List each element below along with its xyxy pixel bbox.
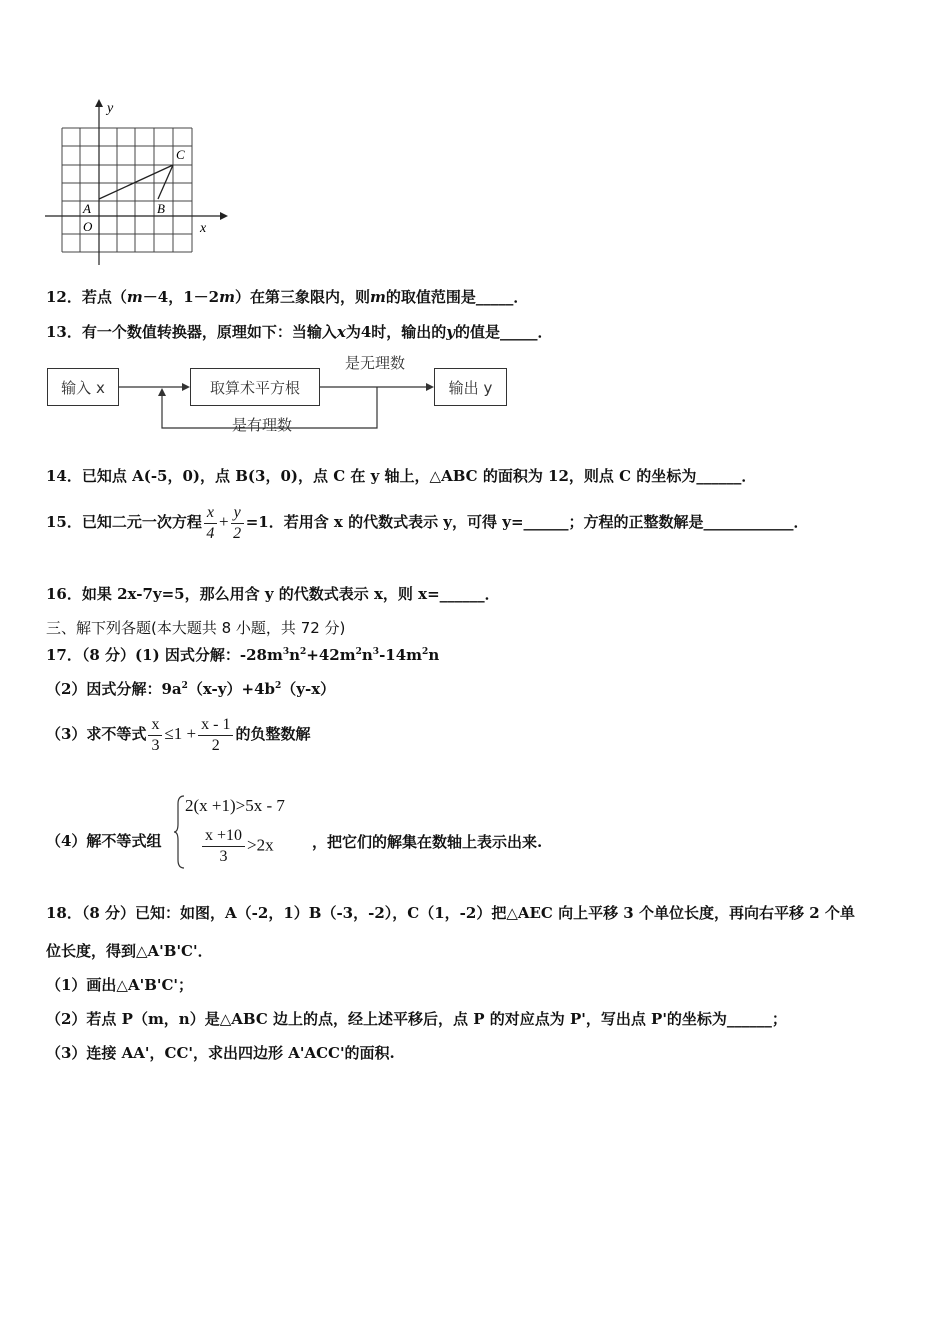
question-18-line-1: 18．（8 分）已知：如图，A（-2，1）B（-3，-2），C（1，-2）把△AEC 向上平移 3 个单位长度，再向右平移 2 个单 (46, 904, 855, 922)
q15-frac1-den: 4 (206, 524, 215, 542)
q17-1-sup-c: 2 (300, 647, 307, 657)
question-17-part-3 (46, 712, 310, 756)
flow-output-box: 输出 y (434, 368, 507, 406)
system-inequality-1: 2(x +1)>5x - 7 (185, 796, 285, 815)
question-14: 14．已知点 A(-5，0)，点 B(3，0)，点 C 在 y 轴上，△ABC 的面积为 12，则点 C 的坐标为______． (46, 467, 757, 485)
q17-4-post: ，把它们的解集在数轴上表示出来. (312, 833, 543, 851)
q17-3-le: ≤1 + (164, 724, 197, 743)
q17-4-fraction (202, 826, 245, 867)
question-12 (46, 287, 528, 307)
q17-3-pre: （3）求不等式 (46, 725, 147, 743)
q15-frac2-den: 2 (233, 524, 242, 542)
q13-text-mid: 为4时，输出的 (345, 323, 447, 341)
q17-3-frac2-den: 2 (211, 736, 220, 754)
q17-2-sup2: 2 (275, 681, 282, 691)
q12-var-m1: m (126, 288, 143, 306)
question-18-part-2: （2）若点 P（m，n）是△ABC 边上的点，经上述平移后，点 P 的对应点为 P'，写出点 P'的坐标为______； (46, 1010, 787, 1028)
point-a-label: A (83, 201, 91, 216)
q17-3-fraction-xm1-over-2 (198, 715, 233, 756)
y-axis-label: y (107, 101, 114, 116)
q12-var-m3: m (369, 288, 386, 306)
question-16: 16．如果 2x-7y=5，那么用含 y 的代数式表示 x，则 x=______． (46, 585, 500, 603)
system-brace (172, 794, 186, 870)
point-b-label: B (157, 201, 165, 216)
q12-var-m2: m (219, 288, 235, 306)
q17-1-b: n (289, 646, 301, 664)
q17-1-j: n (428, 646, 440, 664)
q17-2-post: （y-x） (281, 680, 336, 698)
q17-1-sup-g: 3 (372, 647, 380, 657)
q17-1-sup-a: 3 (282, 647, 290, 657)
question-15 (46, 500, 809, 544)
q17-3-frac1-den: 3 (151, 736, 160, 754)
q17-4-gt: >2x (247, 835, 274, 855)
q17-1-pre: 17．（8 分）(1) 因式分解：-28m (46, 646, 283, 664)
q17-4-frac-den: 3 (219, 848, 228, 865)
origin-label: O (83, 219, 93, 234)
question-18-line-2: 位长度，得到△A'B'C'． (46, 942, 213, 960)
q17-1-f: n (361, 646, 373, 664)
q15-text-pre: 15．已知二元一次方程 (46, 513, 202, 531)
flow-input-box: 输入 x (47, 368, 119, 406)
q13-text-pre: 有一个数值转换器，原理如下：当输入 (81, 323, 337, 341)
point-c-label: C (176, 147, 185, 162)
q17-2-mid: （x-y）+4b (187, 680, 275, 698)
q13-text-post: 的值是_____． (455, 323, 553, 341)
q17-4-frac-num: x +10 (202, 826, 245, 847)
question-13 (46, 322, 553, 342)
q12-text-pre: 若点（ (81, 288, 127, 306)
q17-1-sup-e: 2 (355, 647, 362, 657)
q12-text-mid1: －4，1－2 (142, 288, 220, 306)
system-inequality-2 (200, 826, 274, 867)
q15-plus: + (218, 512, 229, 531)
q13-var-x: x (336, 323, 346, 341)
q15-fraction-y-over-2 (231, 503, 244, 544)
q17-4-label: （4）解不等式组 (46, 832, 162, 850)
q12-text-mid2: ）在第三象限内，则 (234, 288, 370, 306)
q13-var-y: y (446, 323, 456, 341)
flow-rational-label: 是有理数 (232, 416, 293, 434)
q17-3-fraction-x-over-3 (148, 715, 162, 756)
q12-number: 12． (46, 288, 82, 306)
q15-frac2-num: y (231, 503, 244, 524)
flow-process-box: 取算术平方根 (190, 368, 320, 406)
q13-number: 13． (46, 323, 82, 341)
q12-text-post: 的取值范围是_____． (385, 288, 529, 306)
q17-1-d: +42m (306, 646, 356, 664)
q17-2-sup1: 2 (181, 681, 188, 691)
x-axis-label: x (200, 221, 207, 236)
question-17-part-2 (46, 676, 335, 699)
q17-1-sup-i: 2 (422, 647, 429, 657)
q17-3-frac1-num: x (148, 715, 162, 736)
q17-3-post: 的负整数解 (235, 725, 311, 743)
flow-irrational-label: 是无理数 (345, 354, 406, 372)
q17-3-frac2-num: x - 1 (198, 715, 233, 736)
q17-2-pre: （2）因式分解：9a (46, 680, 182, 698)
q15-text-post: =1．若用含 x 的代数式表示 y，可得 y=______；方程的正整数解是____________． (245, 513, 809, 531)
coordinate-grid-figure (40, 95, 230, 270)
q15-frac1-num: x (204, 503, 217, 524)
question-18-part-1: （1）画出△A'B'C'； (46, 976, 194, 994)
q17-1-h: -14m (379, 646, 423, 664)
question-18-part-3: （3）连接 AA'，CC'，求出四边形 A'ACC'的面积. (46, 1044, 395, 1062)
q15-fraction-x-over-4 (204, 503, 217, 544)
question-17-part-1 (46, 642, 439, 665)
section-3-heading: 三、解下列各题(本大题共 8 小题，共 72 分) (46, 619, 346, 637)
